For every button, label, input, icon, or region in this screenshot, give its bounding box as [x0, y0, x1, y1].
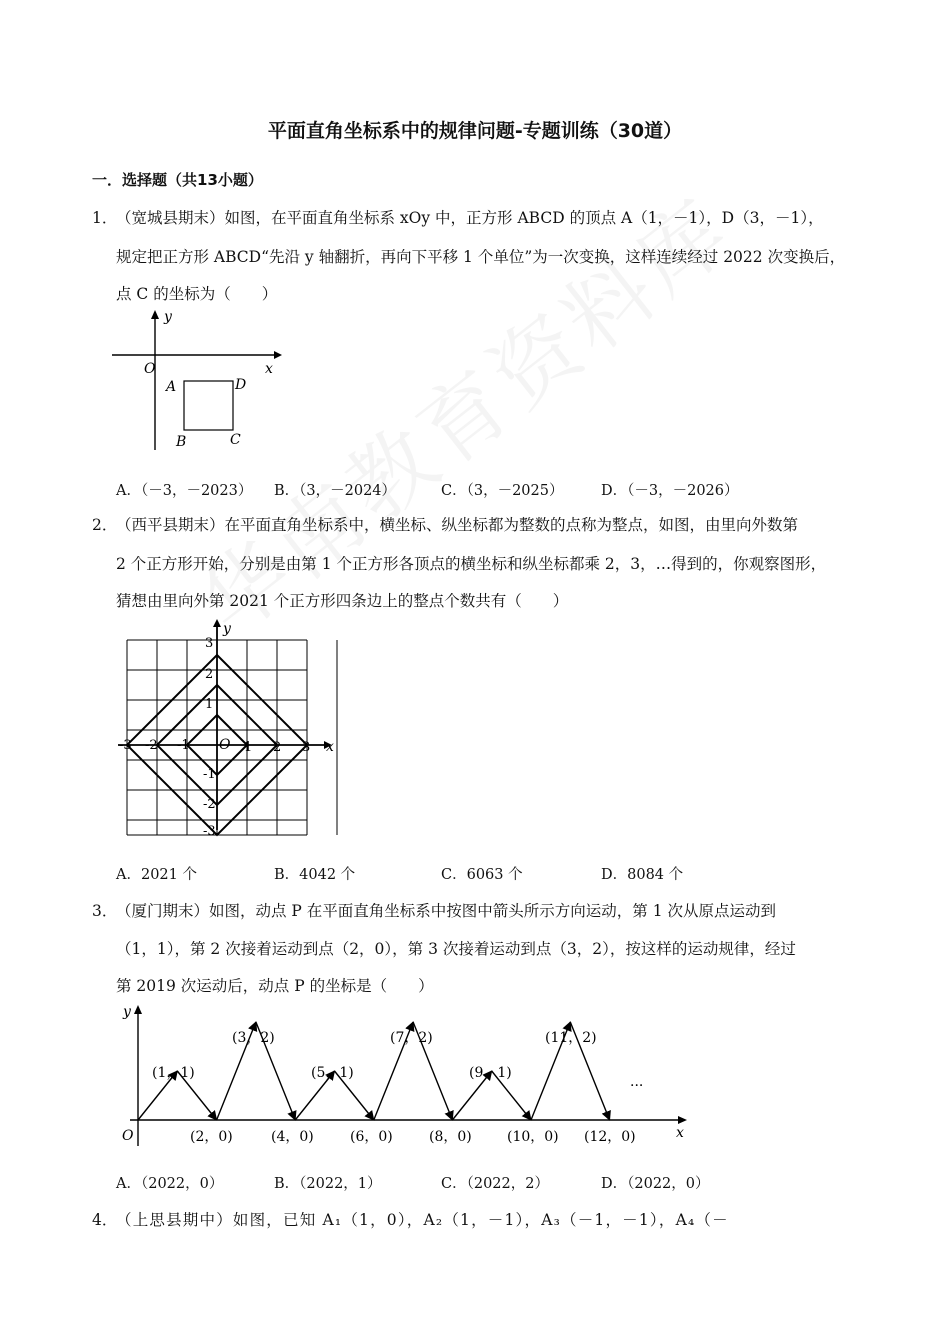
question-number: 2．: [92, 516, 118, 534]
option-d: D．8084 个: [601, 867, 684, 883]
point-label: (11，2): [545, 1030, 597, 1046]
question-text-line: 点 C 的坐标为（ ）: [116, 285, 278, 303]
option-a: A．（2022，0）: [116, 1176, 224, 1192]
y-axis-label: y: [123, 1004, 131, 1020]
x-axis-label: x: [676, 1125, 684, 1141]
option-b: B．（3，－2024）: [274, 483, 397, 499]
point-label: (4，0): [271, 1129, 314, 1145]
point-d-label: D: [235, 377, 247, 393]
point-a-label: A: [166, 379, 177, 395]
figure-nested-squares: [110, 615, 345, 840]
option-a: A．2021 个: [116, 867, 197, 883]
point-label: (2，0): [190, 1129, 233, 1145]
point-label: (8，0): [429, 1129, 472, 1145]
x-axis-label: x: [326, 739, 334, 755]
point-label: (6，0): [350, 1129, 393, 1145]
question-text-line: （厦门期末）如图，动点 P 在平面直角坐标系中按图中箭头所示方向运动，第 1 次从原点运动到: [116, 902, 777, 920]
option-c: C．（2022，2）: [441, 1176, 549, 1192]
x-tick-label: 1: [244, 740, 253, 755]
x-tick-label: -3: [119, 738, 132, 753]
option-c: C．（3，－2025）: [441, 483, 564, 499]
y-tick-label: 2: [205, 667, 214, 682]
point-label: (7，2): [390, 1030, 433, 1046]
point-c-label: C: [230, 432, 241, 448]
point-label: (9，1): [469, 1065, 512, 1081]
origin-label: O: [219, 737, 231, 753]
x-tick-label: 3: [302, 740, 311, 755]
point-label: (5，1): [311, 1065, 354, 1081]
x-tick-label: 2: [273, 740, 282, 755]
y-tick-label: 3: [205, 636, 214, 651]
question-number: 3．: [92, 902, 118, 920]
question-text-line: 2 个正方形开始，分别是由第 1 个正方形各顶点的横坐标和纵坐标都乘 2，3，…得到的，你观察图形，: [116, 555, 827, 573]
option-b: B．（2022，1）: [274, 1176, 382, 1192]
option-a: A．（－3，－2023）: [116, 483, 253, 499]
figure-zigzag-path: [110, 1000, 700, 1150]
question-text-line: （宽城县期末）如图，在平面直角坐标系 xOy 中，正方形 ABCD 的顶点 A（1，－1），D（3，－1），: [116, 209, 824, 227]
x-axis-arrow: [678, 1116, 687, 1124]
y-axis-arrow: [151, 310, 159, 319]
ellipsis: ···: [630, 1078, 644, 1094]
origin-label: O: [122, 1128, 134, 1144]
question-number: 1．: [92, 209, 118, 227]
page-title: 平面直角坐标系中的规律问题-专题训练（30道）: [267, 120, 683, 142]
option-d: D．（－3，－2026）: [601, 483, 739, 499]
figure-square-abcd: [108, 305, 288, 455]
question-text-line: （上思县期中）如图，已知 A₁（1，0），A₂（1，－1），A₃（－1，－1），A₄（－: [116, 1211, 729, 1229]
y-tick-label: 1: [205, 697, 214, 712]
question-text-line: （1，1），第 2 次接着运动到点（2，0），第 3 次接着运动到点（3，2），按这样的运动规律，经过: [116, 940, 796, 958]
square-abcd: [184, 381, 233, 430]
question-text-line: 猜想由里向外第 2021 个正方形四条边上的整点个数共有（ ）: [116, 592, 569, 610]
x-tick-label: -1: [177, 738, 190, 753]
point-label: (3，2): [232, 1030, 275, 1046]
x-tick-label: -2: [145, 738, 158, 753]
y-axis-label: y: [223, 621, 231, 637]
origin-label: O: [144, 361, 156, 377]
y-axis-label: y: [164, 309, 172, 325]
point-label: (1，1): [152, 1065, 195, 1081]
point-label: (10，0): [507, 1129, 559, 1145]
question-text-line: 规定把正方形 ABCD“先沿 y 轴翻折，再向下平移 1 个单位”为一次变换，这样连续经过 2022 次变换后，: [116, 248, 846, 266]
option-c: C．6063 个: [441, 867, 523, 883]
option-d: D．（2022，0）: [601, 1176, 710, 1192]
section-heading: 一．选择题（共13小题）: [92, 171, 263, 189]
option-b: B．4042 个: [274, 867, 356, 883]
point-b-label: B: [176, 434, 187, 450]
y-tick-label: -1: [203, 767, 216, 782]
y-axis-arrow: [213, 619, 221, 627]
question-text-line: （西平县期末）在平面直角坐标系中，横坐标、纵坐标都为整数的点称为整点，如图，由里向外数第: [116, 516, 799, 534]
y-tick-label: -3: [203, 824, 216, 839]
x-axis-arrow: [274, 351, 282, 359]
question-text-line: 第 2019 次运动后，动点 P 的坐标是（ ）: [116, 977, 434, 995]
x-axis-label: x: [265, 361, 273, 377]
question-number: 4．: [92, 1211, 118, 1229]
point-label: (12，0): [584, 1129, 636, 1145]
y-axis-arrow: [134, 1005, 142, 1014]
y-tick-label: -2: [203, 797, 216, 812]
